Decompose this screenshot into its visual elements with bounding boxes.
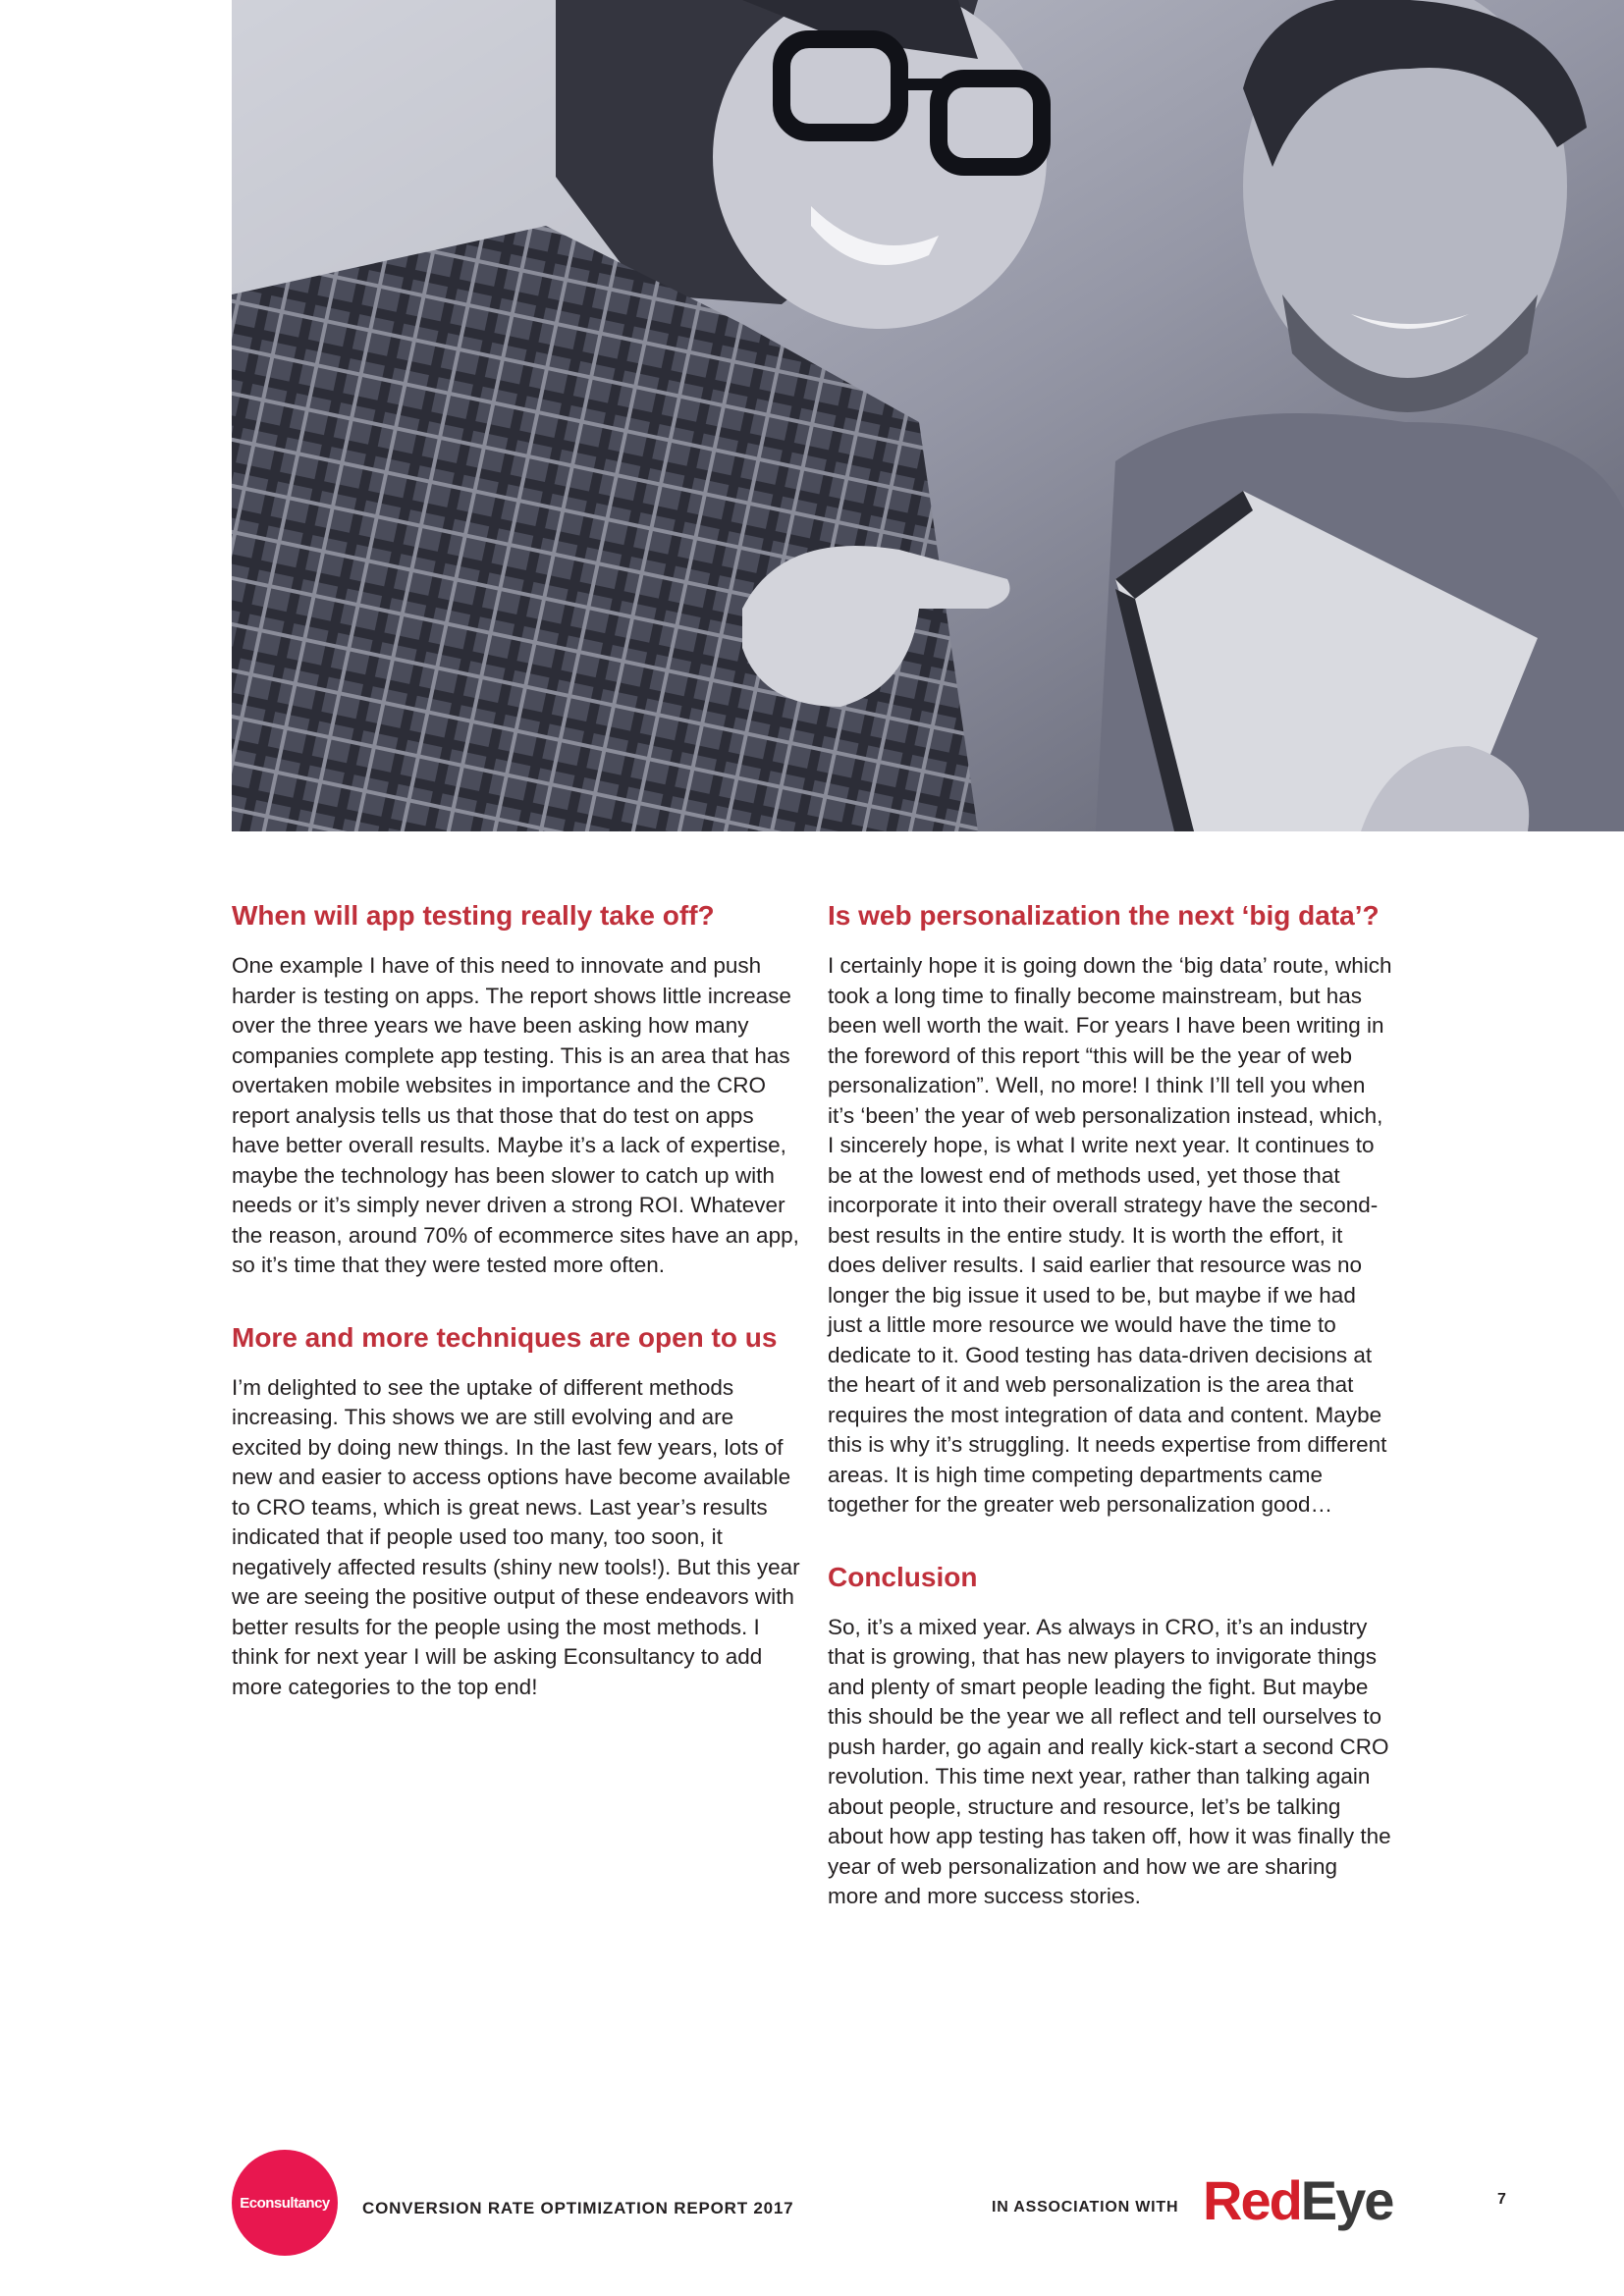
report-title: CONVERSION RATE OPTIMIZATION REPORT 2017 (362, 2199, 794, 2217)
photo-people-with-tablet-icon (232, 0, 1624, 831)
association-label: IN ASSOCIATION WITH (992, 2199, 1179, 2216)
logo-text: Econsultancy (240, 2194, 330, 2212)
right-column (828, 898, 1393, 1951)
redeye-logo (1203, 2169, 1392, 2232)
section-heading: Is web personalization the next ‘big data’? (828, 900, 1380, 931)
redeye-logo-dark: Eye (1300, 2169, 1393, 2231)
section-heading: Conclusion (828, 1561, 978, 1592)
section-body: I’m delighted to see the uptake of different methods increasing. This shows we are still evolving and are excited by doing new things. In the last few years, lots of new and easier to access options have become available to CRO teams, which is great news. Last year’s results indicated that if people used too many, too soon, it negatively affected results (shiny new tools!). But this year we are seeing the positive output of these endeavors with better results for the people using the most methods. I think for next year I will be asking Econsultancy to add more categories to the top end! (232, 1374, 800, 1699)
section-body: One example I have of this need to innovate and push harder is testing on apps. The report shows little increase over the three years we have been asking how many companies complete app testing. This is an area that has overtaken mobile websites in importance and the CRO report analysis tells us that those that do test on apps have better overall results. Maybe it’s a lack of expertise, maybe the technology has been slower to catch up with needs or it’s simply never driven a strong ROI. Whatever the reason, around 70% of ecommerce sites have an app, so it’s time that they were tested more often. (232, 953, 799, 1277)
hero-photo (232, 0, 1624, 831)
section-body: I certainly hope it is going down the ‘big data’ route, which took a long time to finally become mainstream, but has been well worth the wait. For years I have been writing in the foreword of this report “this will be the year of web personalization”. Well, no more! I think I’ll tell you when it’s ‘been’ the year of web personalization instead, which, I sincerely hope, is what I write next year. It continues to be at the lowest end of methods used, yet those that incorporate it into their overall strategy have the second-best results in the entire study. It is worth the effort, it does deliver results. I said earlier that resource was no longer the big issue it used to be, but maybe if we had just a little more resource we would have the time to dedicate to it. Good testing has data-driven decisions at the heart of it and web personalization is the area that requires the most integration of data and content. Maybe this is why it’s struggling. It needs expertise from different areas. It is high time competing departments came together for the greater web personalization good… (828, 953, 1392, 1517)
left-column (232, 898, 801, 1741)
redeye-logo-red: Red (1203, 2169, 1301, 2231)
section-body: So, it’s a mixed year. As always in CRO, it’s an industry that is growing, that has new players to invigorate things and plenty of smart people leading the fight. But maybe this should be the year we all reflect and tell ourselves to push harder, go again and really kick-start a second CRO revolution. This time next year, rather than talking again about people, structure and resource, let’s be talking about how app testing has taken off, how it was finally the year of web personalization and how we are sharing more and more success stories. (828, 1614, 1391, 1908)
econsultancy-logo (232, 2150, 338, 2256)
page-number: 7 (1497, 2191, 1506, 2208)
section-heading: More and more techniques are open to us (232, 1321, 778, 1353)
section-heading: When will app testing really take off? (232, 900, 715, 931)
page-footer (0, 2150, 1624, 2268)
